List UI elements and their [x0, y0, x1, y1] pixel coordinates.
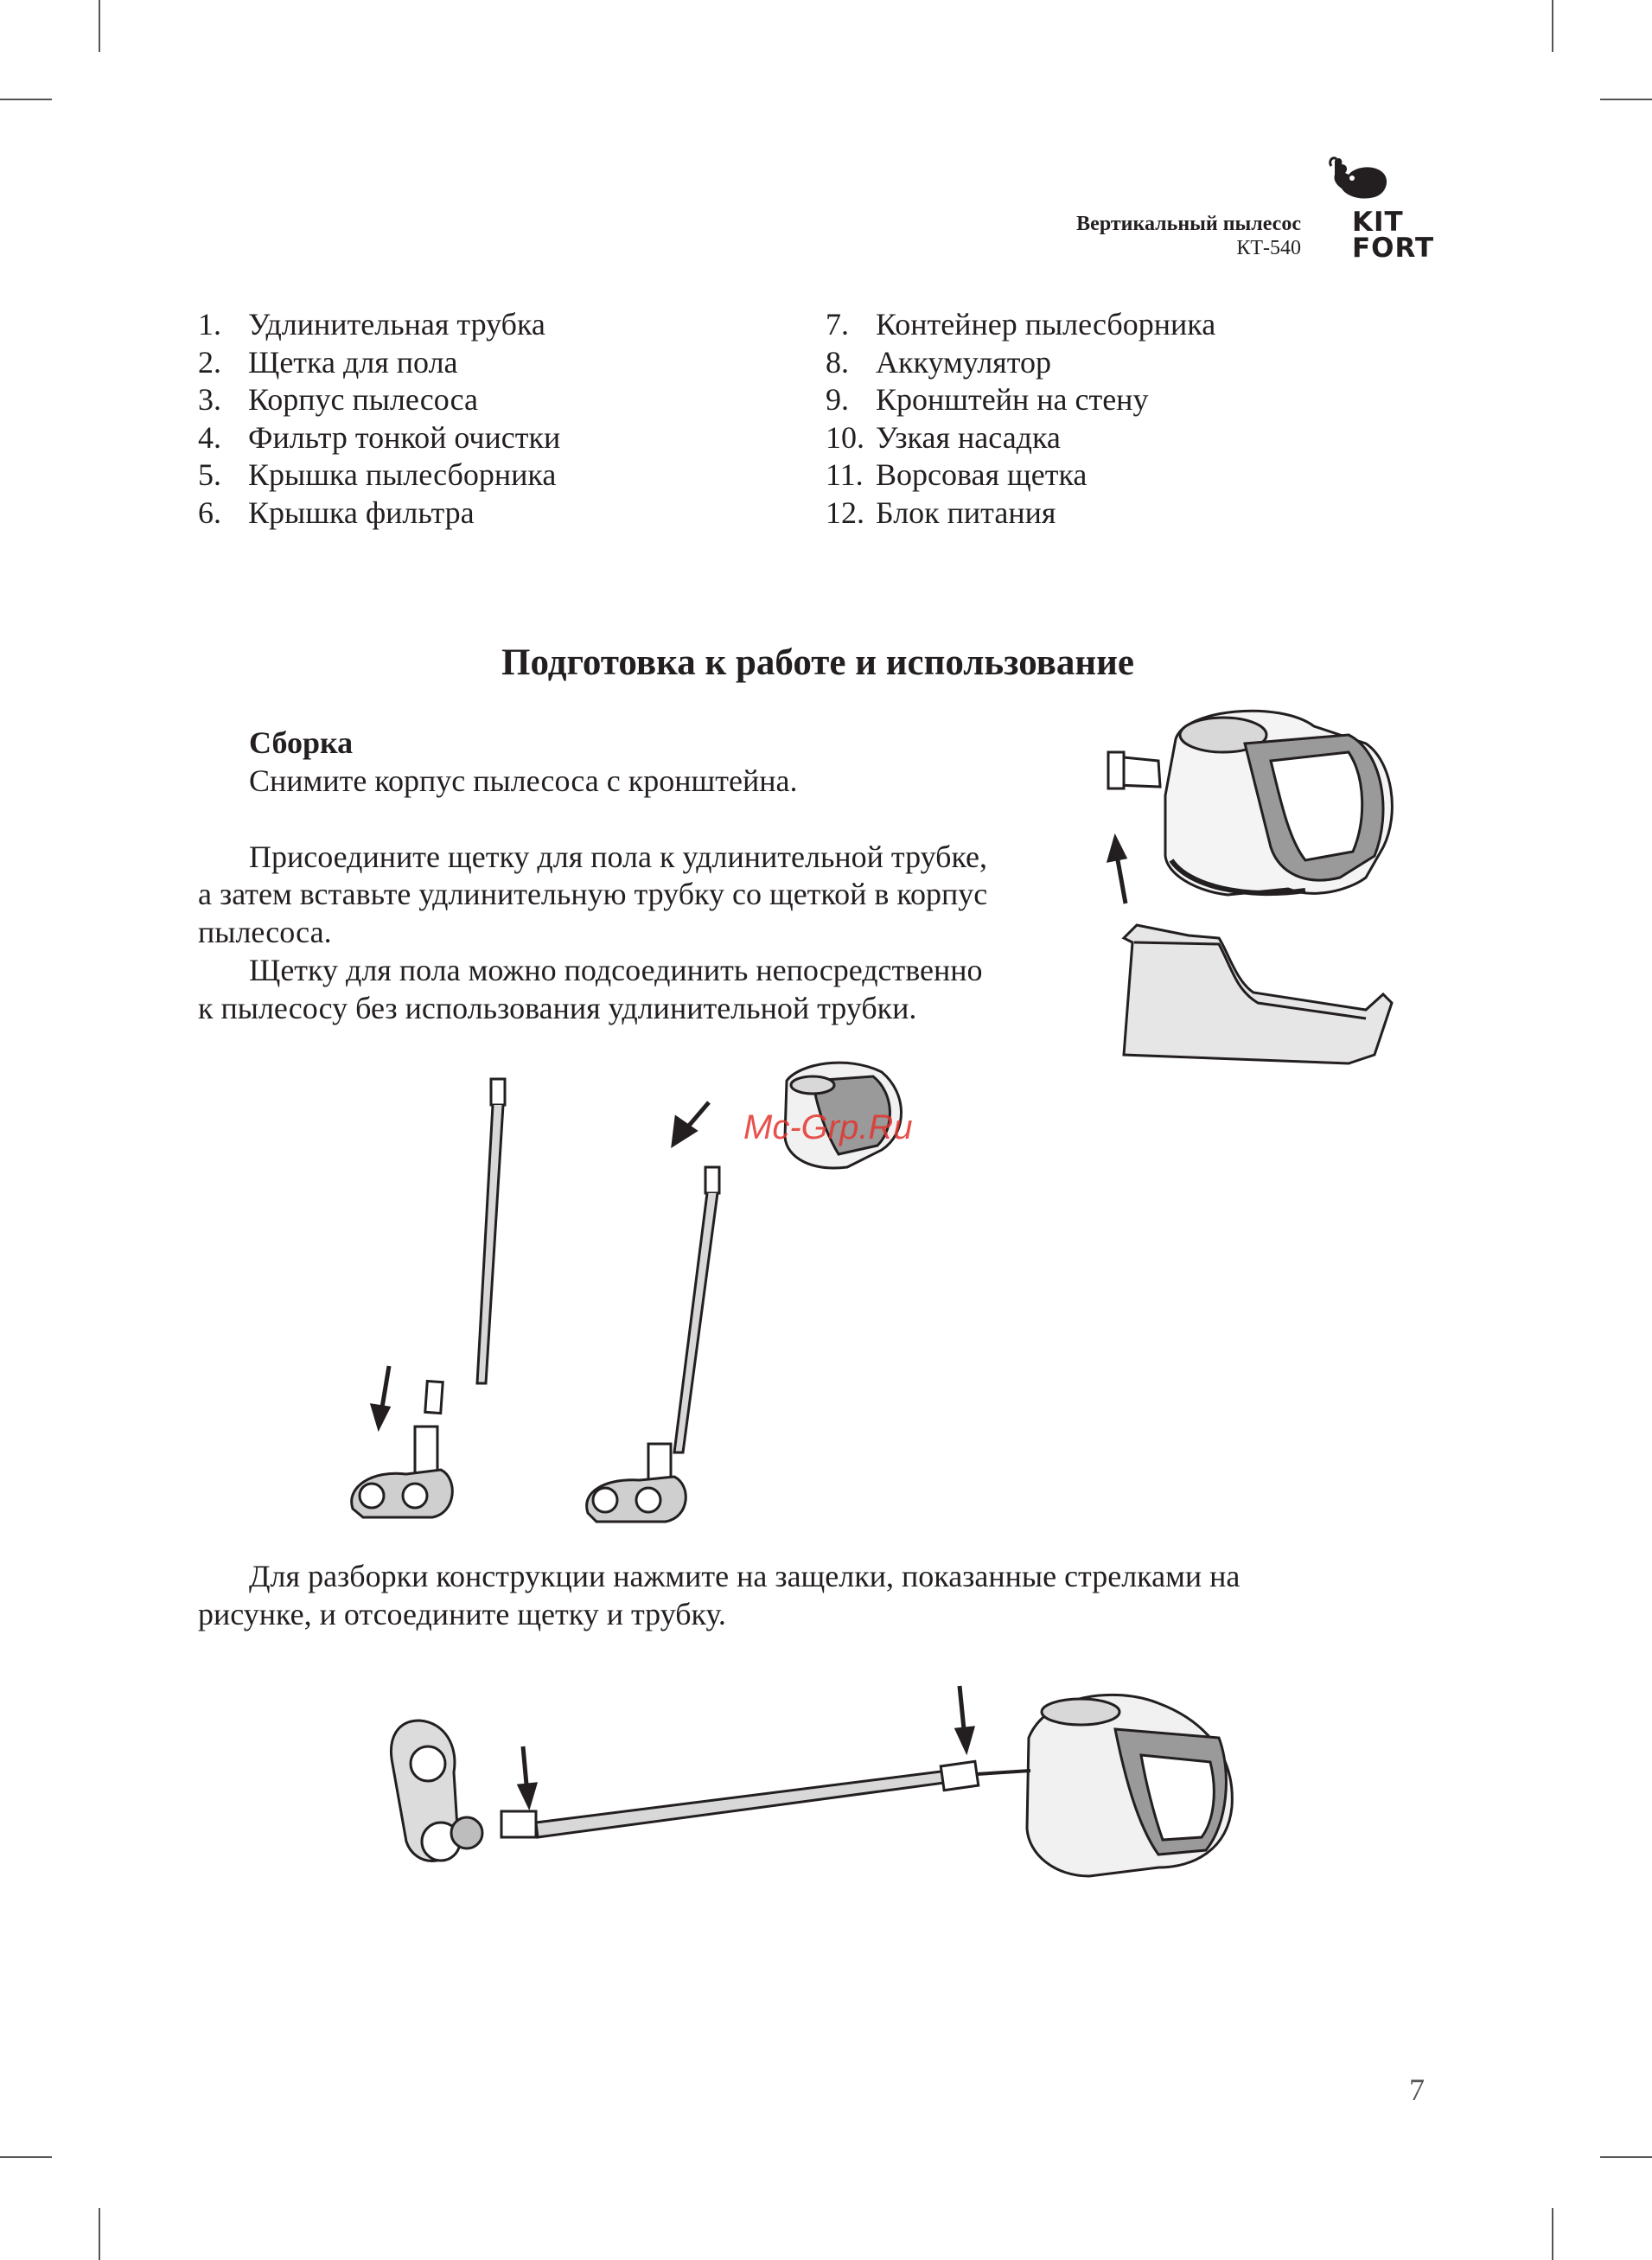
logo-text-fort: FORT: [1352, 233, 1435, 264]
watermark: Mc-Grp.Ru: [743, 1108, 913, 1146]
list-item: 2. Щетка для пола: [198, 344, 458, 380]
list-item: 3. Корпус пылесоса: [198, 382, 479, 418]
paragraph: рисунке, и отсоедините щетку и трубку.: [198, 1597, 726, 1631]
logo-text-kit: KIT: [1352, 207, 1404, 238]
list-item: 8. Аккумулятор: [826, 344, 1051, 380]
parts-list-right: [826, 306, 1215, 533]
list-item: 6. Крышка фильтра: [198, 495, 475, 530]
page-number: 7: [1409, 2072, 1425, 2107]
subsection-title: Сборка: [249, 725, 354, 760]
header-title: Вертикальный пылесос: [1076, 213, 1301, 235]
list-item: 5. Крышка пылесборника: [198, 457, 557, 493]
list-item: 7. Контейнер пылесборника: [826, 307, 1216, 342]
list-item: 10. Узкая насадка: [826, 419, 1061, 455]
disassembly-illustration: [380, 1669, 1245, 1893]
crop-mark: [0, 2156, 52, 2158]
paragraph: к пылесосу без использования удлинительной трубки.: [198, 991, 917, 1025]
list-item: 1. Удлинительная трубка: [198, 307, 545, 342]
paragraph: Присоедините щетку для пола к удлинительной трубке,: [249, 840, 988, 874]
parts-list-left: [198, 306, 560, 533]
paragraph: Для разборки конструкции нажмите на защелки, показанные стрелками на: [249, 1559, 1241, 1593]
list-item: 4. Фильтр тонкой очистки: [198, 419, 561, 455]
header-model: КТ-540: [1236, 237, 1301, 259]
paragraph: Щетку для пола можно подсоединить непосредственно: [249, 953, 983, 987]
crop-mark: [99, 0, 100, 52]
paragraph: пылесоса.: [198, 915, 332, 949]
bracket-removal-illustration: [1107, 692, 1418, 1098]
list-item: 12. Блок питания: [826, 495, 1056, 530]
list-item: 11. Ворсовая щетка: [826, 457, 1088, 493]
crop-mark: [0, 99, 52, 100]
crop-mark: [1600, 2156, 1652, 2158]
whale-icon: [1326, 154, 1395, 207]
paragraph: Снимите корпус пылесоса с кронштейна.: [249, 763, 798, 798]
paragraph: а затем вставьте удлинительную трубку со щеткой в корпус: [198, 877, 988, 911]
list-item: 9. Кронштейн на стену: [826, 382, 1149, 418]
section-title: Подготовка к работе и использование: [501, 642, 1134, 683]
crop-mark: [1552, 0, 1553, 52]
crop-mark: [1600, 99, 1652, 100]
kitfort-logo: [1323, 154, 1435, 266]
crop-mark: [1552, 2208, 1553, 2260]
crop-mark: [99, 2208, 100, 2260]
